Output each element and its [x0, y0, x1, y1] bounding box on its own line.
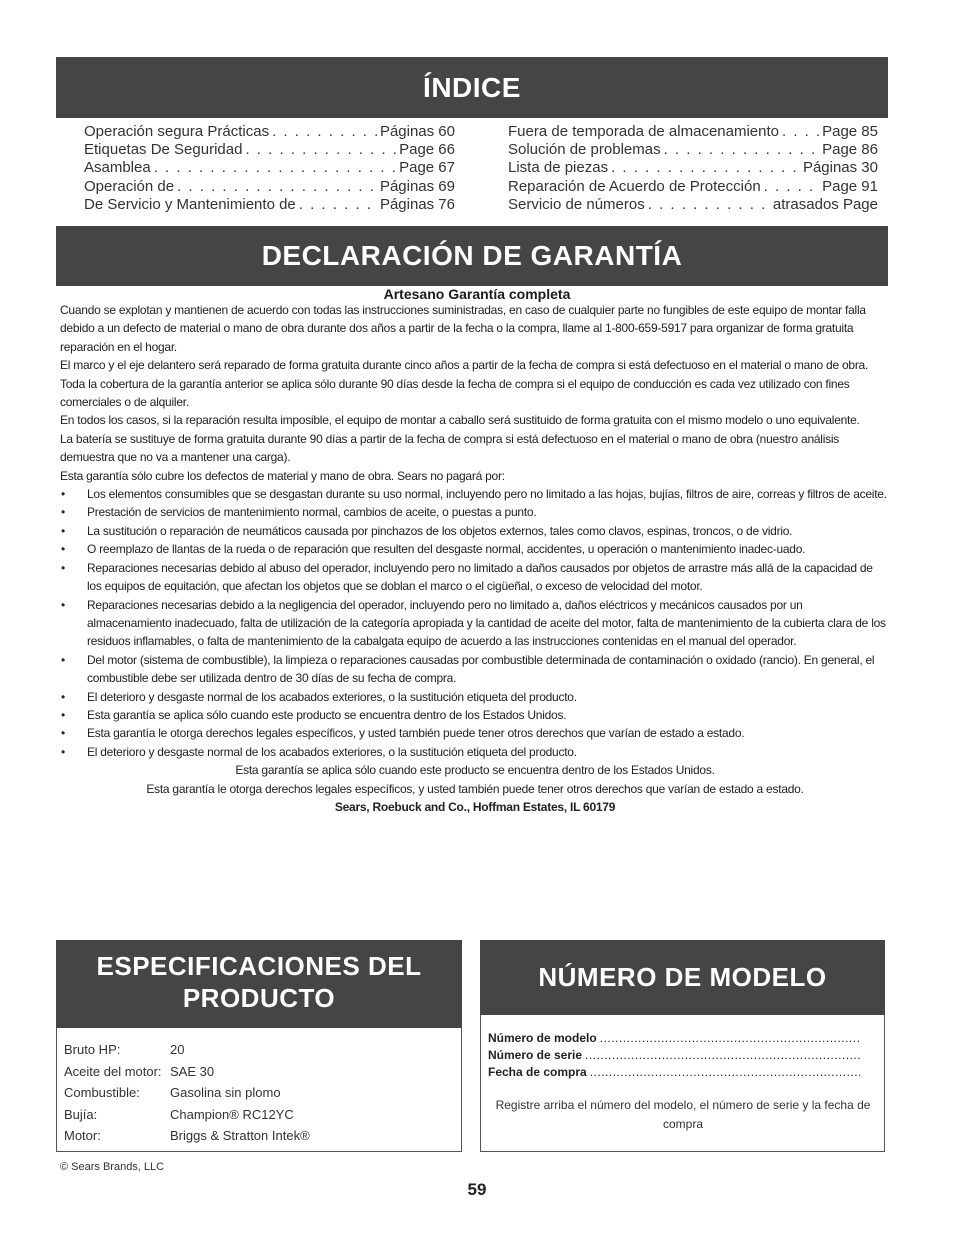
toc-entry[interactable]	[508, 159, 878, 177]
exclusions-list	[60, 485, 890, 761]
list-item: • Del motor (sistema de combustible), la limpieza o reparaciones causadas por combustible determinada de contaminación o oxidado (rancio). En general, el combustible debe ser utilizada dentro de 30 días de su fecha de compra.	[60, 651, 890, 688]
model-note: Registre arriba el número del modelo, el número de serie y la fecha de compra	[495, 1098, 871, 1131]
toc-entry[interactable]	[508, 123, 878, 141]
warranty-subtitle: Artesano Garantía completa	[383, 286, 571, 302]
spec-key: Combustible:	[64, 1085, 140, 1100]
specs-banner	[56, 940, 462, 1028]
warranty-closing-2: Esta garantía le otorga derechos legales específicos, y usted también puede tener otros derechos que varían de estado a estado.	[146, 781, 804, 796]
toc-entry-label: Reparación de Acuerdo de Protección	[508, 177, 761, 195]
toc-entry-label: Lista de piezas	[508, 159, 609, 177]
list-item: • Esta garantía le otorga derechos legales específicos, y usted también puede tener otros derechos que varían de estado a estado.	[60, 724, 890, 742]
model-banner	[480, 940, 885, 1015]
list-item: • Reparaciones necesarias debido a la negligencia del operador, incluyendo pero no limitado a, daños eléctricos y mecánicos causados por un almacenamiento inadecuado, falta de utilización de la categoría apropiada y la cantidad de aceite del motor, falta de mantenimiento de la cubierta clara de los residuos inflamables, o falta de mantenimiento de la cabalgata equipo de acuerdo a las instrucciones contenidas en el manual del operador.	[60, 596, 890, 651]
toc-entry-label: Asamblea	[84, 159, 151, 177]
spec-key: Bujía:	[64, 1106, 98, 1122]
warranty-paragraph: Toda la cobertura de la garantía anterior se aplica sólo durante 90 días desde la fecha de compra si el equipo de conducción es cada vez utilizado con fines comerciales o de alquiler.	[60, 376, 850, 410]
fill-line[interactable]	[590, 1064, 860, 1081]
spec-row	[64, 1082, 310, 1104]
list-item: • Esta garantía se aplica sólo cuando este producto se encuentra dentro de los Estados Unidos.	[60, 706, 890, 724]
indice-title: ÍNDICE	[423, 72, 521, 103]
spec-row	[64, 1061, 310, 1083]
spec-value: 20	[170, 1042, 185, 1057]
list-item: • Reparaciones necesarias debido al abuso del operador, incluyendo pero no limitado a daños causados por objetos de arrastre más allá de la capacidad de los equipos de equitación, que afectan los objetos que se doblan el marco o el cigüeñal, o exceso de velocidad del motor.	[60, 559, 890, 596]
purchase-date-field[interactable]	[488, 1064, 860, 1081]
toc-entry-page: Page 91	[822, 177, 878, 195]
toc-entry-label: De Servicio y Mantenimiento de	[84, 195, 296, 213]
warranty-body	[60, 301, 890, 816]
toc-entry[interactable]	[84, 141, 455, 159]
toc-entry-label: Servicio de números	[508, 195, 645, 213]
toc-entry[interactable]	[84, 123, 455, 141]
list-item: • El deterioro y desgaste normal de los acabados exteriores, o la sustitución etiqueta del producto.	[60, 743, 890, 761]
warranty-title: DECLARACIÓN DE GARANTÍA	[261, 240, 683, 271]
serial-number-label: Número de serie	[488, 1048, 583, 1062]
toc-entry-page: atrasados Page	[772, 195, 878, 213]
toc-entry-page: Páginas 76	[379, 195, 455, 213]
model-title: NÚMERO DE MODELO	[538, 962, 827, 992]
warranty-closing-1: Esta garantía se aplica sólo cuando este producto se encuentra dentro de los Estados Unidos.	[235, 763, 715, 778]
warranty-paragraph: Cuando se explotan y mantienen de acuerdo con todas las instrucciones suministradas, en caso de cualquier parte no fungibles de este equipo de montar falla debido a un defecto de material o mano de obra durante dos años a partir de la fecha o la compra, llame al 1-800-659-5917 para organizar de forma gratuita reparación en el hogar.	[60, 303, 866, 354]
toc-entry[interactable]	[84, 159, 455, 177]
warranty-paragraph: La batería se sustituye de forma gratuita durante 90 días a partir de la fecha de compra si está defectuoso en el material o mano de obra (nuestro análisis demuestra que no va a mantener una carga).	[60, 431, 840, 465]
toc-entry[interactable]	[508, 196, 878, 214]
specs-title-line1: ESPECIFICACIONES DEL	[96, 951, 422, 981]
toc-entry-label: Solución de problemas	[508, 141, 661, 159]
model-number-field[interactable]	[488, 1030, 860, 1047]
list-item: • La sustitución o reparación de neumáticos causada por pinchazos de los objetos externos, tales como clavos, espinas, troncos, o de vidrio.	[60, 522, 890, 540]
warranty-paragraph: En todos los casos, si la reparación resulta imposible, el equipo de montar a caballo será sustituido de forma gratuita con el mismo modelo o uno equivalente.	[60, 413, 860, 428]
copyright: © Sears Brands, LLC	[60, 1161, 165, 1173]
specs-table	[64, 1039, 310, 1147]
list-item: • Los elementos consumibles que se desgastan durante su uso normal, incluyendo pero no limitado a las hojas, bujías, filtros de aire, correas y filtros de aceite.	[60, 485, 890, 503]
warranty-paragraph: El marco y el eje delantero será reparado de forma gratuita durante cinco años a partir de la fecha de compra si está defectuoso en el material o mano de obra.	[60, 358, 869, 373]
toc-entry-label: Operación segura Prácticas	[84, 123, 270, 140]
toc-entry-label: Etiquetas De Seguridad	[84, 141, 243, 159]
spec-row	[64, 1125, 310, 1147]
list-item: • El deterioro y desgaste normal de los acabados exteriores, o la sustitución etiqueta del producto.	[60, 688, 890, 706]
fill-line[interactable]	[585, 1047, 860, 1064]
warranty-banner	[56, 226, 888, 286]
list-item: • Prestación de servicios de mantenimiento normal, cambios de aceite, o puestas a punto.	[60, 503, 890, 521]
spec-value: Gasolina sin plomo	[170, 1085, 281, 1100]
purchase-date-label: Fecha de compra	[488, 1065, 587, 1079]
spec-row	[64, 1104, 310, 1126]
company-address: Sears, Roebuck and Co., Hoffman Estates, IL 60179	[334, 799, 616, 814]
page-number: 59	[467, 1180, 487, 1199]
fill-line[interactable]	[600, 1030, 860, 1047]
toc-entry[interactable]	[508, 178, 878, 196]
toc-entry-page: Páginas 60	[379, 123, 455, 140]
spec-value: Champion® RC12YC	[170, 1106, 294, 1122]
warranty-paragraph: Esta garantía sólo cubre los defectos de material y mano de obra. Sears no pagará por:	[60, 468, 505, 483]
spec-key: Bruto HP:	[64, 1042, 121, 1057]
toc-entry[interactable]	[508, 141, 878, 159]
toc-entry-page: Páginas 69	[379, 177, 455, 195]
toc-entry[interactable]	[84, 196, 455, 214]
toc-entry-page: Páginas 30	[802, 159, 878, 177]
spec-value: Briggs & Stratton Intek®	[170, 1128, 310, 1143]
toc-entry-page: Page 86	[822, 141, 878, 159]
specs-title-line2: PRODUCTO	[182, 983, 336, 1013]
toc-entry-page: Page 85	[822, 123, 878, 140]
toc-entry-label: Fuera de temporada de almacenamiento	[508, 123, 779, 140]
model-fields	[488, 1030, 860, 1081]
list-item: • O reemplazo de llantas de la rueda o de reparación que resulten del desgaste normal, accidentes, u operación o mantenimiento inadec-uado.	[60, 540, 890, 558]
spec-row	[64, 1039, 310, 1061]
indice-banner	[56, 57, 888, 118]
toc-right-column	[508, 123, 878, 214]
model-number-label: Número de modelo	[488, 1031, 597, 1045]
toc-entry-page: Page 66	[399, 141, 455, 159]
spec-key: Aceite del motor:	[64, 1063, 162, 1079]
toc-entry-label: Operación de	[84, 177, 175, 195]
serial-number-field[interactable]	[488, 1047, 860, 1064]
spec-value: SAE 30	[170, 1063, 215, 1079]
toc-entry-page: Page 67	[399, 159, 455, 177]
spec-key: Motor:	[64, 1128, 101, 1143]
toc-entry[interactable]	[84, 178, 455, 196]
toc-left-column	[84, 123, 455, 214]
